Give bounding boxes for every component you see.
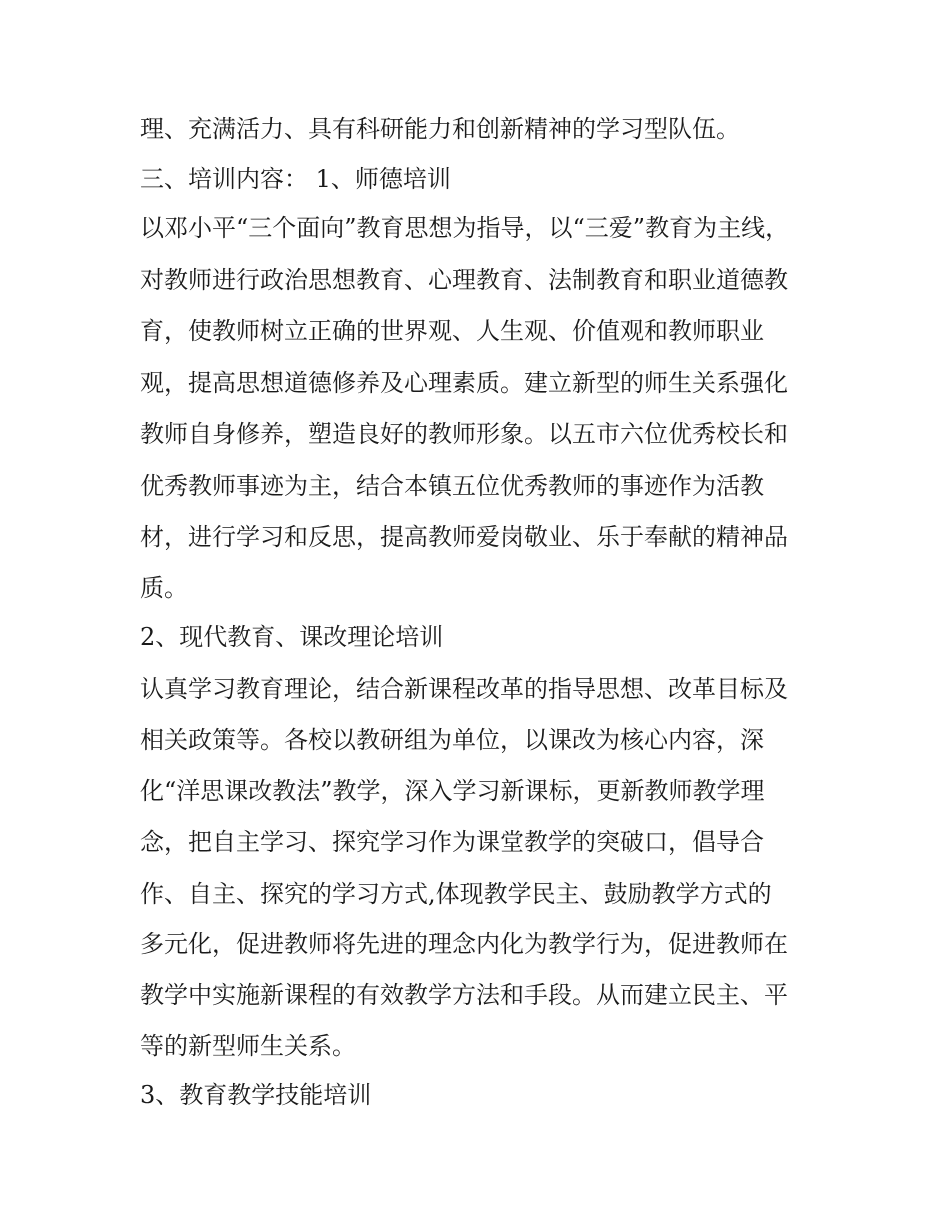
text-line: 以邓小平“三个面向”教育思想为指导，以“三爱”教育为主线， [140,214,790,242]
text-line: 材，进行学习和反思，提高教师爱岗敬业、乐于奉献的精神品 [140,523,788,551]
text-line: 认真学习教育理论，结合新课程改革的指导思想、改革目标及 [140,675,788,703]
section-heading: 2、现代教育、课改理论培训 [140,623,444,651]
section-heading: 三、培训内容： 1、师德培训 [140,165,451,193]
text-line: 作、自主、探究的学习方式,体现教学民主、鼓励教学方式的 [140,880,772,908]
text-line: 多元化，促进教师将先进的理念内化为教学行为，促进教师在 [140,930,788,958]
text-line: 化“洋思课改教法”教学，深入学习新课标，更新教师教学理 [140,777,765,805]
text-line: 教师自身修养，塑造良好的教师形象。以五市六位优秀校长和 [140,420,788,448]
text-line: 质。 [140,574,188,602]
text-line: 念，把自主学习、探究学习作为课堂教学的突破口，倡导合 [140,828,764,856]
text-line: 等的新型师生关系。 [140,1032,356,1060]
text-line: 相关政策等。各校以教研组为单位，以课改为核心内容，深 [140,726,764,754]
text-line: 对教师进行政治思想教育、心理教育、法制教育和职业道德教 [140,266,788,294]
section-heading: 3、教育教学技能培训 [140,1081,372,1109]
text-line: 教学中实施新课程的有效教学方法和手段。从而建立民主、平 [140,981,788,1009]
text-line: 优秀教师事迹为主，结合本镇五位优秀教师的事迹作为活教 [140,472,764,500]
text-line: 观，提高思想道德修养及心理素质。建立新型的师生关系强化 [140,369,788,397]
text-line: 育，使教师树立正确的世界观、人生观、价值观和教师职业 [140,317,764,345]
text-line: 理、充满活力、具有科研能力和创新精神的学习型队伍。 [140,115,740,143]
